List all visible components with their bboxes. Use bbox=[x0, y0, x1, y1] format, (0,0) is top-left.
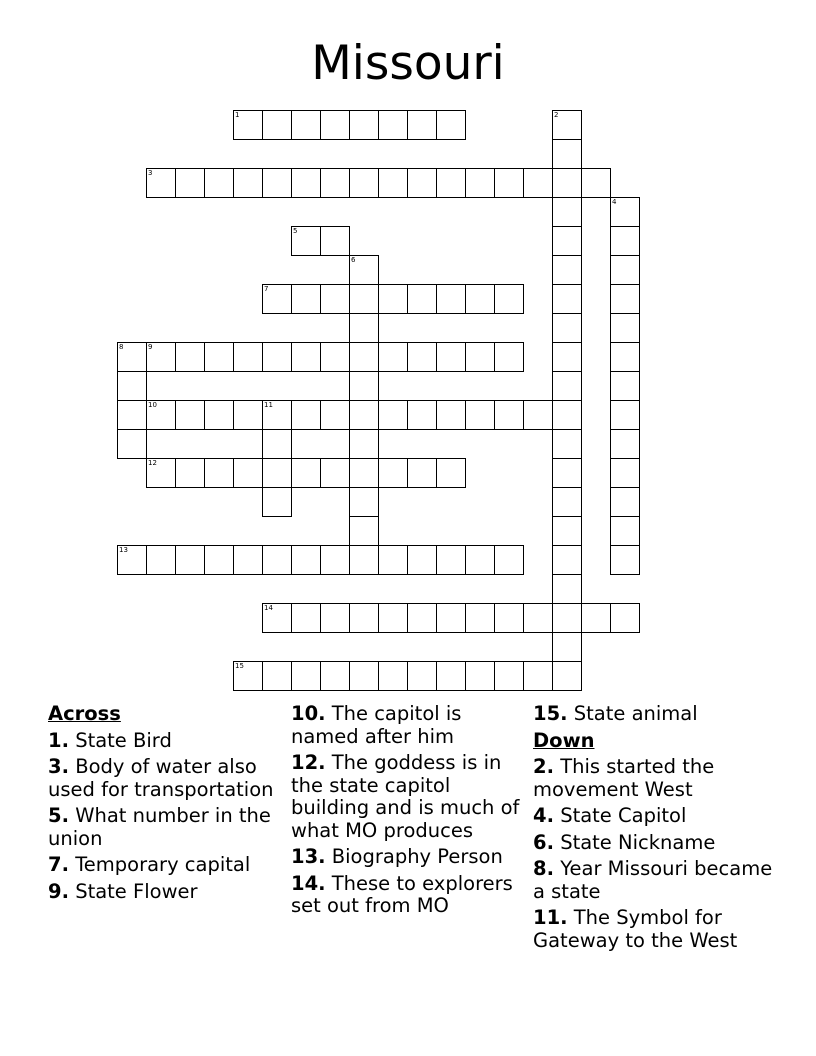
clue-across-12: 12. The goddess is in the state capitol building and is much of what MO produces bbox=[291, 751, 520, 842]
clue-down-8: 8. Year Missouri became a state bbox=[533, 857, 773, 903]
grid-cell[interactable] bbox=[523, 400, 553, 430]
grid-cell[interactable] bbox=[146, 545, 176, 575]
grid-cell[interactable] bbox=[291, 284, 321, 314]
grid-cell[interactable] bbox=[233, 342, 263, 372]
grid-cell[interactable] bbox=[175, 168, 205, 198]
grid-cell[interactable] bbox=[581, 603, 611, 633]
grid-cell[interactable] bbox=[494, 661, 524, 691]
grid-cell[interactable] bbox=[610, 313, 640, 343]
clue-down-4: 4. State Capitol bbox=[533, 804, 687, 827]
grid-cell[interactable] bbox=[146, 400, 176, 430]
grid-cell[interactable] bbox=[262, 110, 292, 140]
grid-cell[interactable] bbox=[378, 603, 408, 633]
grid-cell[interactable] bbox=[552, 545, 582, 575]
grid-cell[interactable] bbox=[523, 168, 553, 198]
grid-cell[interactable] bbox=[436, 545, 466, 575]
grid-cell[interactable] bbox=[146, 342, 176, 372]
clue-number: 7 bbox=[264, 285, 269, 293]
grid-cell[interactable] bbox=[494, 545, 524, 575]
clue-number: 13 bbox=[119, 546, 128, 554]
clue-number: 3 bbox=[148, 169, 153, 177]
grid-cell[interactable] bbox=[436, 661, 466, 691]
grid-cell[interactable] bbox=[320, 226, 350, 256]
grid-cell[interactable] bbox=[465, 545, 495, 575]
grid-cell[interactable] bbox=[610, 255, 640, 285]
grid-cell[interactable] bbox=[204, 545, 234, 575]
grid-cell[interactable] bbox=[175, 545, 205, 575]
grid-cell[interactable] bbox=[291, 603, 321, 633]
grid-cell[interactable] bbox=[320, 603, 350, 633]
grid-cell[interactable] bbox=[523, 661, 553, 691]
grid-cell[interactable] bbox=[407, 661, 437, 691]
grid-cell[interactable] bbox=[349, 487, 379, 517]
grid-cell[interactable] bbox=[610, 371, 640, 401]
grid-cell[interactable] bbox=[552, 313, 582, 343]
grid-cell[interactable] bbox=[349, 371, 379, 401]
grid-cell[interactable] bbox=[610, 429, 640, 459]
grid-cell[interactable] bbox=[262, 487, 292, 517]
clue-down-11: 11. The Symbol for Gateway to the West bbox=[533, 906, 738, 952]
grid-cell[interactable] bbox=[465, 661, 495, 691]
clues-column-1 bbox=[48, 703, 284, 907]
grid-cell[interactable] bbox=[552, 255, 582, 285]
grid-cell[interactable] bbox=[349, 603, 379, 633]
clue-across-1: 1. State Bird bbox=[48, 728, 172, 752]
grid-cell[interactable] bbox=[349, 458, 379, 488]
clue-number: 9 bbox=[148, 343, 153, 351]
grid-cell[interactable] bbox=[436, 110, 466, 140]
grid-cell[interactable] bbox=[552, 632, 582, 662]
grid-cell[interactable] bbox=[552, 226, 582, 256]
grid-cell[interactable] bbox=[233, 458, 263, 488]
clue-across-3: 3. Body of water also used for transportation bbox=[48, 755, 274, 801]
grid-cell[interactable] bbox=[291, 400, 321, 430]
grid-cell[interactable] bbox=[378, 168, 408, 198]
grid-cell[interactable] bbox=[378, 545, 408, 575]
clue-across-7: 7. Temporary capital bbox=[48, 853, 251, 876]
grid-cell[interactable] bbox=[610, 545, 640, 575]
clue-down-6: 6. State Nickname bbox=[533, 830, 716, 854]
grid-cell[interactable] bbox=[610, 197, 640, 227]
grid-cell[interactable] bbox=[552, 516, 582, 546]
grid-cell[interactable] bbox=[378, 110, 408, 140]
grid-cell[interactable] bbox=[204, 168, 234, 198]
grid-cell[interactable] bbox=[233, 110, 263, 140]
puzzle-title: Missouri bbox=[311, 36, 505, 91]
grid-cell[interactable] bbox=[610, 400, 640, 430]
grid-cell[interactable] bbox=[610, 516, 640, 546]
grid-cell[interactable] bbox=[552, 371, 582, 401]
grid-cell[interactable] bbox=[494, 284, 524, 314]
clue-across-5: 5. What number in the union bbox=[48, 804, 271, 850]
grid-cell[interactable] bbox=[146, 458, 176, 488]
grid-cell[interactable] bbox=[552, 139, 582, 169]
grid-cell[interactable] bbox=[262, 168, 292, 198]
grid-cell[interactable] bbox=[494, 168, 524, 198]
clue-number: 1 bbox=[235, 111, 240, 119]
clue-number: 15 bbox=[235, 662, 244, 670]
grid-cell[interactable] bbox=[349, 110, 379, 140]
grid-cell[interactable] bbox=[407, 342, 437, 372]
grid-cell[interactable] bbox=[175, 458, 205, 488]
grid-cell[interactable] bbox=[494, 400, 524, 430]
grid-cell[interactable] bbox=[349, 545, 379, 575]
grid-cell[interactable] bbox=[291, 545, 321, 575]
grid-cell[interactable] bbox=[552, 342, 582, 372]
grid-cell[interactable] bbox=[117, 371, 147, 401]
clue-number: 14 bbox=[264, 604, 273, 612]
grid-cell[interactable] bbox=[349, 313, 379, 343]
grid-cell[interactable] bbox=[378, 284, 408, 314]
clue-across-9: 9. State Flower bbox=[48, 879, 198, 903]
grid-cell[interactable] bbox=[552, 458, 582, 488]
grid-cell[interactable] bbox=[552, 574, 582, 604]
grid-cell[interactable] bbox=[610, 458, 640, 488]
grid-cell[interactable] bbox=[262, 400, 292, 430]
grid-cell[interactable] bbox=[291, 661, 321, 691]
grid-cell[interactable] bbox=[175, 400, 205, 430]
grid-cell[interactable] bbox=[465, 284, 495, 314]
clue-number: 12 bbox=[148, 459, 157, 467]
grid-cell[interactable] bbox=[291, 168, 321, 198]
grid-cell[interactable] bbox=[552, 197, 582, 227]
grid-cell[interactable] bbox=[262, 545, 292, 575]
grid-cell[interactable] bbox=[291, 342, 321, 372]
grid-cell[interactable] bbox=[465, 342, 495, 372]
grid-cell[interactable] bbox=[407, 284, 437, 314]
grid-cell[interactable] bbox=[552, 661, 582, 691]
grid-cell[interactable] bbox=[552, 429, 582, 459]
grid-cell[interactable] bbox=[262, 603, 292, 633]
grid-cell[interactable] bbox=[349, 661, 379, 691]
grid-cell[interactable] bbox=[204, 458, 234, 488]
grid-cell[interactable] bbox=[610, 284, 640, 314]
grid-cell[interactable] bbox=[320, 661, 350, 691]
grid-cell[interactable] bbox=[291, 458, 321, 488]
clues-column-3 bbox=[533, 703, 773, 956]
across-heading: Across bbox=[48, 702, 121, 725]
grid-cell[interactable] bbox=[465, 603, 495, 633]
grid-cell[interactable] bbox=[436, 603, 466, 633]
grid-cell[interactable] bbox=[262, 429, 292, 459]
clue-across-15: 15. State animal bbox=[533, 702, 698, 725]
grid-cell[interactable] bbox=[349, 255, 379, 285]
grid-cell[interactable] bbox=[610, 226, 640, 256]
grid-cell[interactable] bbox=[378, 458, 408, 488]
grid-cell[interactable] bbox=[465, 400, 495, 430]
grid-cell[interactable] bbox=[407, 458, 437, 488]
grid-cell[interactable] bbox=[436, 284, 466, 314]
grid-cell[interactable] bbox=[117, 400, 147, 430]
grid-cell[interactable] bbox=[552, 603, 582, 633]
grid-cell[interactable] bbox=[378, 661, 408, 691]
grid-cell[interactable] bbox=[204, 400, 234, 430]
grid-cell[interactable] bbox=[610, 603, 640, 633]
grid-cell[interactable] bbox=[204, 342, 234, 372]
grid-cell[interactable] bbox=[233, 400, 263, 430]
grid-cell[interactable] bbox=[436, 458, 466, 488]
grid-cell[interactable] bbox=[175, 342, 205, 372]
grid-cell[interactable] bbox=[552, 284, 582, 314]
grid-cell[interactable] bbox=[117, 429, 147, 459]
grid-cell[interactable] bbox=[552, 400, 582, 430]
grid-cell[interactable] bbox=[291, 226, 321, 256]
grid-cell[interactable] bbox=[233, 661, 263, 691]
grid-cell[interactable] bbox=[349, 284, 379, 314]
grid-cell[interactable] bbox=[610, 487, 640, 517]
clue-number: 8 bbox=[119, 343, 124, 351]
clue-across-10: 10. The capitol is named after him bbox=[291, 702, 462, 748]
grid-cell[interactable] bbox=[320, 545, 350, 575]
clue-number: 4 bbox=[612, 198, 617, 206]
clue-number: 11 bbox=[264, 401, 273, 409]
grid-cell[interactable] bbox=[378, 342, 408, 372]
grid-cell[interactable] bbox=[465, 168, 495, 198]
grid-cell[interactable] bbox=[262, 458, 292, 488]
grid-cell[interactable] bbox=[610, 342, 640, 372]
grid-cell[interactable] bbox=[233, 545, 263, 575]
grid-cell[interactable] bbox=[320, 342, 350, 372]
grid-cell[interactable] bbox=[262, 284, 292, 314]
grid-cell[interactable] bbox=[349, 429, 379, 459]
grid-cell[interactable] bbox=[378, 400, 408, 430]
grid-cell[interactable] bbox=[117, 545, 147, 575]
grid-cell[interactable] bbox=[407, 168, 437, 198]
clue-across-14: 14. These to explorers set out from MO bbox=[291, 871, 513, 917]
grid-cell[interactable] bbox=[233, 168, 263, 198]
clue-number: 5 bbox=[293, 227, 298, 235]
grid-cell[interactable] bbox=[581, 168, 611, 198]
grid-cell[interactable] bbox=[523, 603, 553, 633]
grid-cell[interactable] bbox=[320, 400, 350, 430]
grid-cell[interactable] bbox=[320, 284, 350, 314]
grid-cell[interactable] bbox=[262, 342, 292, 372]
grid-cell[interactable] bbox=[436, 342, 466, 372]
clue-down-2: 2. This started the movement West bbox=[533, 755, 715, 801]
grid-cell[interactable] bbox=[407, 110, 437, 140]
clues-column-2 bbox=[291, 703, 527, 922]
grid-cell[interactable] bbox=[349, 168, 379, 198]
grid-cell[interactable] bbox=[320, 458, 350, 488]
grid-cell[interactable] bbox=[407, 603, 437, 633]
clue-across-13: 13. Biography Person bbox=[291, 845, 503, 868]
clue-number: 10 bbox=[148, 401, 157, 409]
grid-cell[interactable] bbox=[146, 168, 176, 198]
grid-cell[interactable] bbox=[349, 400, 379, 430]
grid-cell[interactable] bbox=[436, 400, 466, 430]
grid-cell[interactable] bbox=[494, 603, 524, 633]
grid-cell[interactable] bbox=[552, 487, 582, 517]
grid-cell[interactable] bbox=[117, 342, 147, 372]
grid-cell[interactable] bbox=[349, 342, 379, 372]
grid-cell[interactable] bbox=[320, 168, 350, 198]
grid-cell[interactable] bbox=[407, 545, 437, 575]
down-heading: Down bbox=[533, 728, 595, 752]
clue-number: 6 bbox=[351, 256, 356, 264]
grid-cell[interactable] bbox=[494, 342, 524, 372]
grid-cell[interactable] bbox=[291, 110, 321, 140]
grid-cell[interactable] bbox=[552, 168, 582, 198]
clue-number: 2 bbox=[554, 111, 559, 119]
grid-cell[interactable] bbox=[320, 110, 350, 140]
grid-cell[interactable] bbox=[407, 400, 437, 430]
grid-cell[interactable] bbox=[349, 516, 379, 546]
grid-cell[interactable] bbox=[262, 661, 292, 691]
grid-cell[interactable] bbox=[436, 168, 466, 198]
grid-cell[interactable] bbox=[552, 110, 582, 140]
